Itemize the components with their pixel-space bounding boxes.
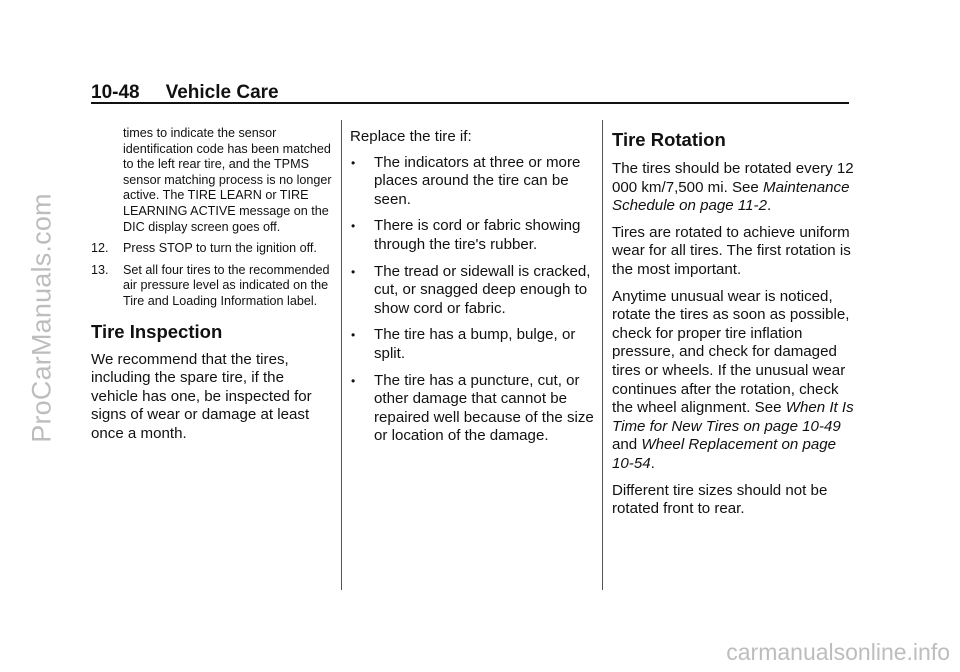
column-divider-1 xyxy=(341,120,342,590)
page-header xyxy=(91,82,279,104)
column-2 xyxy=(350,128,595,454)
column-divider-2 xyxy=(602,120,603,590)
step-item xyxy=(91,241,333,257)
replace-intro: Replace the tire if: xyxy=(350,128,472,145)
and-word: and xyxy=(612,436,638,454)
step-item xyxy=(91,263,333,310)
bullet-icon: • xyxy=(351,373,356,388)
bullet-text: The tire has a bump, bulge, or split. xyxy=(374,326,576,362)
step-11-continued: times to indicate the sensor identification code has been matched to the left rear tire, and the TPMS sensor matching process is no longer active. The TIRE LEARN or TIRE LEARNING ACTIVE message on the DIC display screen goes off. xyxy=(123,126,332,234)
wheel-replacement-link[interactable]: Wheel Replacement on page 10-54 xyxy=(612,436,837,472)
column-3 xyxy=(612,126,857,527)
bullet-item xyxy=(350,326,595,363)
bullet-icon: • xyxy=(351,328,356,343)
rotation-interval-paragraph xyxy=(612,160,857,216)
side-watermark: ProCarManuals.com xyxy=(26,193,57,443)
bullet-icon: • xyxy=(351,264,356,279)
unusual-wear-paragraph xyxy=(612,288,857,474)
new-tires-link[interactable]: When It Is Time for New Tires on page 10-49 xyxy=(612,399,854,435)
bullet-item xyxy=(350,372,595,446)
maintenance-schedule-link[interactable]: Maintenance Schedule on page 11-2 xyxy=(612,178,850,215)
bullet-text: The tread or sidewall is cracked, cut, or snagged deep enough to show cord or fabric. xyxy=(374,262,591,317)
header-rule xyxy=(91,102,849,104)
paragraph-text: The tires should be rotated every 12 000 km/7,500 mi. See xyxy=(612,160,854,196)
bullet-text: The tire has a puncture, cut, or other damage that cannot be repaired well because of the size or location of the damage. xyxy=(374,371,594,445)
step-number: 13. xyxy=(91,262,109,277)
bullet-item xyxy=(350,263,595,319)
paragraph-text: Anytime unusual wear is noticed, rotate the tires as soon as possible, check for proper tire inflation pressure, and check for damaged tires or wheels. If the unusual wear continues after the rotation, check the wheel alignment. See xyxy=(612,287,850,417)
step-text: Press STOP to turn the ignition off. xyxy=(123,241,317,256)
uniform-wear-paragraph: Tires are rotated to achieve uniform wear for all tires. The first rotation is the most important. xyxy=(612,223,851,278)
step-text: Set all four tires to the recommended air pressure level as indicated on the Tire and Loading Information label. xyxy=(123,262,330,308)
page-number: 10-48 xyxy=(91,82,140,103)
bullet-text: The indicators at three or more places around the tire can be seen. xyxy=(374,153,581,208)
bullet-icon: • xyxy=(351,155,356,170)
bullet-icon: • xyxy=(351,219,356,234)
bottom-watermark: carmanualsonline.info xyxy=(726,639,950,665)
bullet-text: There is cord or fabric showing through the tire's rubber. xyxy=(374,217,581,253)
bullet-item xyxy=(350,217,595,254)
tire-rotation-heading: Tire Rotation xyxy=(612,129,726,150)
bullet-item xyxy=(350,154,595,210)
section-title: Vehicle Care xyxy=(165,82,279,103)
step-number: 12. xyxy=(91,241,109,256)
tire-sizes-paragraph: Different tire sizes should not be rotated front to rear. xyxy=(612,481,828,518)
period: . xyxy=(766,197,772,215)
tire-inspection-heading: Tire Inspection xyxy=(91,320,223,342)
period: . xyxy=(650,454,655,472)
column-1 xyxy=(91,126,333,444)
tire-inspection-paragraph: We recommend that the tires, including the spare tire, if the vehicle has one, be inspected for signs of wear or damage at least once a month. xyxy=(91,350,312,442)
